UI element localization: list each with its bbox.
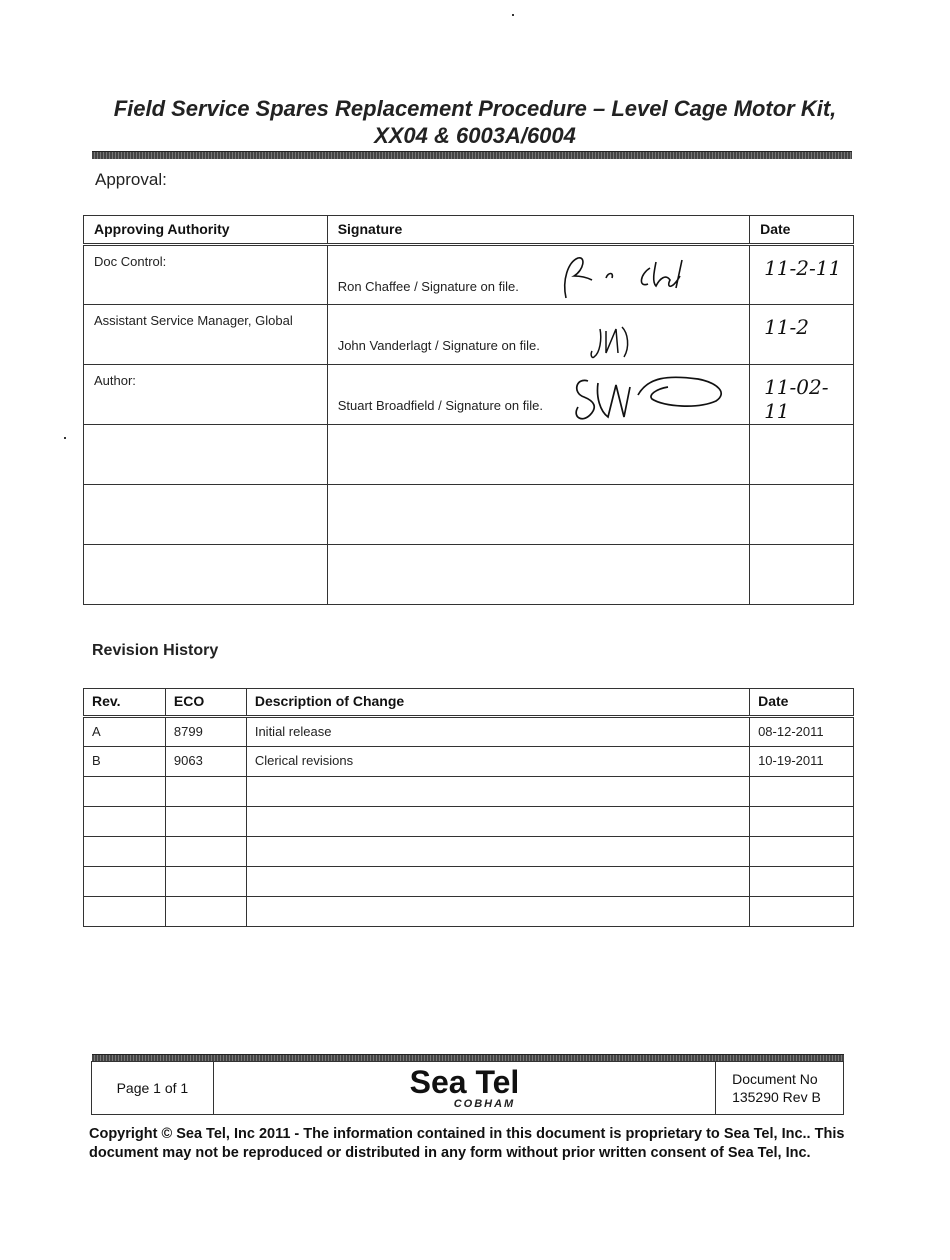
col-description: Description of Change	[246, 689, 749, 717]
footer-row	[92, 1062, 844, 1115]
table-row	[84, 305, 854, 365]
date-cell: 10-19-2011	[750, 747, 854, 777]
rev-cell: B	[84, 747, 166, 777]
description-cell: Initial release	[246, 717, 749, 747]
scan-speck	[512, 14, 514, 16]
title-line-2: XX04 & 6003A/6004	[374, 123, 576, 148]
approval-table	[83, 215, 854, 605]
date-cell	[750, 305, 854, 365]
table-row	[84, 425, 854, 485]
approver-role: Assistant Service Manager, Global	[84, 305, 328, 365]
handwritten-date: 11-2-11	[764, 256, 842, 280]
revision-header-row	[84, 689, 854, 717]
table-row	[84, 485, 854, 545]
description-cell: Clerical revisions	[246, 747, 749, 777]
date-cell	[750, 425, 854, 485]
table-row	[84, 245, 854, 305]
rev-cell	[84, 897, 166, 927]
approver-role	[84, 425, 328, 485]
document-number: 135290 Rev B	[732, 1089, 821, 1105]
header-rule	[92, 151, 852, 159]
signature-text: Ron Chaffee / Signature on file.	[337, 279, 519, 294]
logo-wordmark: Sea Tel	[409, 1064, 520, 1100]
signature-text: John Vanderlagt / Signature on file.	[337, 338, 540, 353]
signature-cell	[327, 485, 749, 545]
revision-history-heading: Revision History	[92, 642, 219, 659]
eco-cell: 9063	[165, 747, 246, 777]
table-row	[84, 747, 854, 777]
approval-heading: Approval:	[95, 170, 167, 189]
table-row	[84, 807, 854, 837]
handwritten-signature	[568, 367, 738, 433]
rev-cell	[84, 777, 166, 807]
eco-cell	[165, 837, 246, 867]
signature-cell	[327, 245, 749, 305]
date-cell: 08-12-2011	[750, 717, 854, 747]
document-title	[60, 95, 890, 149]
date-cell	[750, 807, 854, 837]
approver-role: Doc Control:	[84, 245, 328, 305]
table-row	[84, 545, 854, 605]
logo-subbrand: COBHAM	[453, 1098, 516, 1110]
description-cell	[246, 777, 749, 807]
eco-cell	[165, 807, 246, 837]
date-cell	[750, 777, 854, 807]
handwritten-initials	[588, 323, 638, 367]
company-logo	[213, 1062, 715, 1115]
handwritten-signature	[548, 250, 708, 306]
rev-cell	[84, 867, 166, 897]
document-number-cell	[716, 1062, 844, 1115]
description-cell	[246, 837, 749, 867]
eco-cell	[165, 867, 246, 897]
col-signature: Signature	[327, 216, 749, 245]
document-number-label: Document No	[732, 1071, 818, 1087]
approver-role	[84, 485, 328, 545]
table-row	[84, 837, 854, 867]
table-row	[84, 717, 854, 747]
date-cell	[750, 245, 854, 305]
approver-role: Author:	[84, 365, 328, 425]
revision-history-table	[83, 688, 854, 927]
rev-cell: A	[84, 717, 166, 747]
table-row	[84, 867, 854, 897]
date-cell	[750, 545, 854, 605]
col-eco: ECO	[165, 689, 246, 717]
date-cell	[750, 837, 854, 867]
table-row	[84, 365, 854, 425]
description-cell	[246, 867, 749, 897]
title-line-1: Field Service Spares Replacement Procedure – Level Cage Motor Kit,	[113, 96, 837, 121]
footer-rule	[92, 1054, 844, 1061]
date-cell	[750, 867, 854, 897]
approval-header-row	[84, 216, 854, 245]
signature-cell	[327, 305, 749, 365]
description-cell	[246, 897, 749, 927]
eco-cell: 8799	[165, 717, 246, 747]
col-rev: Rev.	[84, 689, 166, 717]
page-number: Page 1 of 1	[92, 1062, 214, 1115]
date-cell	[750, 897, 854, 927]
col-approving-authority: Approving Authority	[84, 216, 328, 245]
copyright-notice: Copyright © Sea Tel, Inc 2011 - The information contained in this document is proprietary to Sea Tel, Inc.. This document may not be reproduced or distributed in any form without prior written consent of Sea Tel, Inc.	[89, 1126, 845, 1161]
table-row	[84, 897, 854, 927]
table-row	[84, 777, 854, 807]
eco-cell	[165, 777, 246, 807]
scan-speck	[64, 437, 66, 439]
signature-cell	[327, 425, 749, 485]
rev-cell	[84, 837, 166, 867]
rev-cell	[84, 807, 166, 837]
handwritten-date: 11-2	[764, 315, 810, 339]
date-cell	[750, 365, 854, 425]
approver-role	[84, 545, 328, 605]
signature-cell	[327, 365, 749, 425]
description-cell	[246, 807, 749, 837]
signature-text: Stuart Broadfield / Signature on file.	[337, 398, 543, 413]
handwritten-date: 11-02-11	[764, 375, 829, 423]
col-date: Date	[750, 689, 854, 717]
col-date: Date	[750, 216, 854, 245]
signature-cell	[327, 545, 749, 605]
footer-table	[91, 1061, 844, 1115]
eco-cell	[165, 897, 246, 927]
date-cell	[750, 485, 854, 545]
